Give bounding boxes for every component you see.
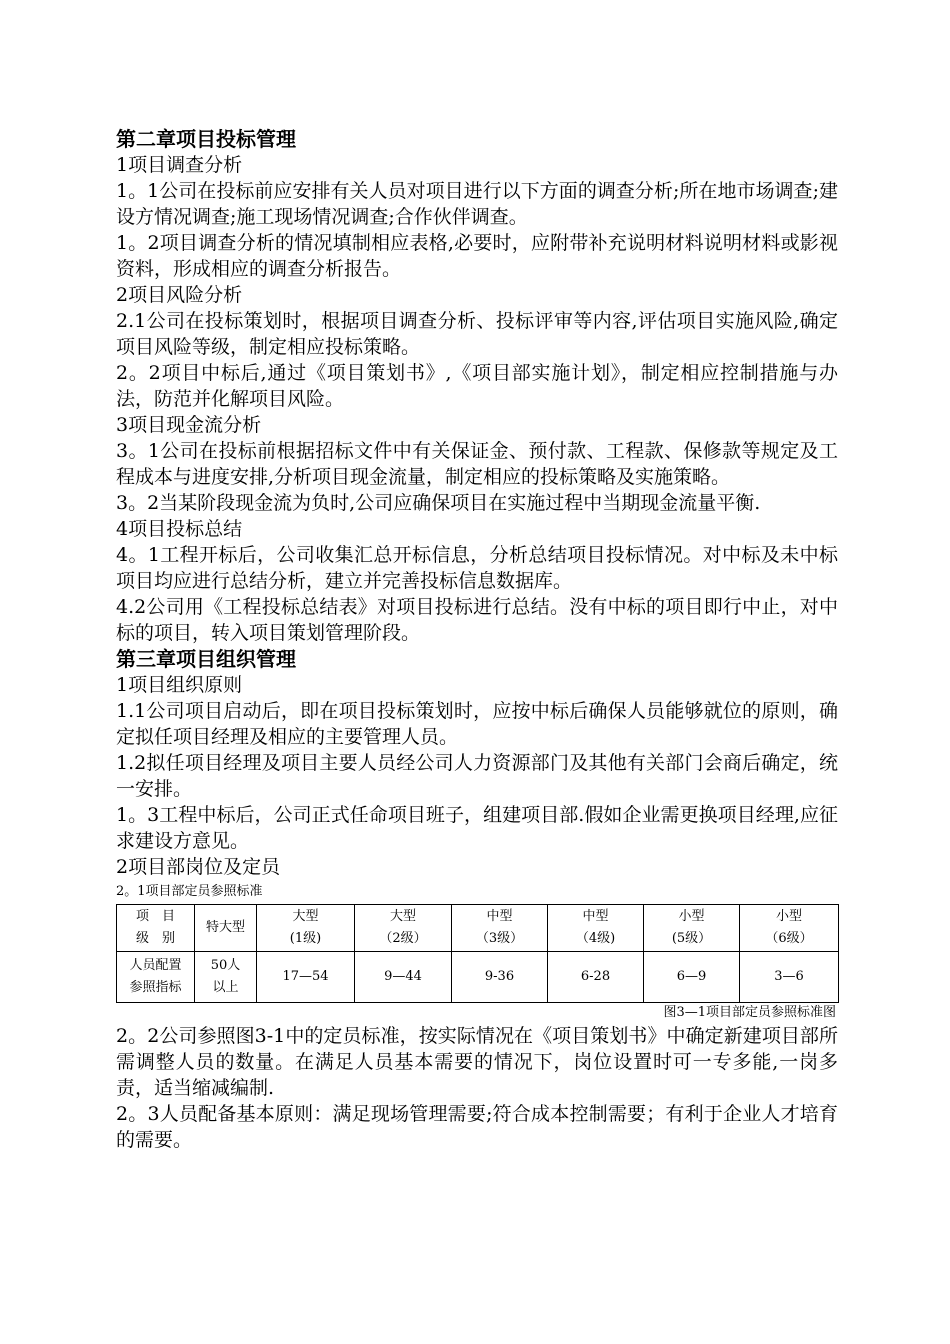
table-cell-staffing-value: 6—9 bbox=[644, 952, 740, 1003]
document-body bbox=[116, 126, 838, 1153]
section-3-2-title: 2项目部岗位及定员 bbox=[116, 856, 281, 878]
table-cell-level-name: 特大型 bbox=[195, 905, 257, 952]
table-row-staffing bbox=[117, 952, 839, 1003]
section-2-1-title: 1项目调查分析 bbox=[116, 154, 243, 176]
table-cell-staffing-value: 3—6 bbox=[740, 952, 839, 1003]
paragraph-2-1-1: 1。1公司在投标前应安排有关人员对项目进行以下方面的调查分析;所在地市场调查;建设方情况调查;施工现场情况调查;合作伙伴调查。 bbox=[116, 180, 838, 228]
paragraph-3-1-1: 1.1公司项目启动后，即在项目投标策划时，应按中标后确保人员能够就位的原则，确定拟任项目经理及相应的主要管理人员。 bbox=[116, 700, 838, 748]
paragraph-2-2-2: 2。2项目中标后,通过《项目策划书》,《项目部实施计划》，制定相应控制措施与办法，防范并化解项目风险。 bbox=[116, 362, 838, 410]
paragraph-3-1-2: 1.2拟任项目经理及项目主要人员经公司人力资源部门及其他有关部门会商后确定，统一安排。 bbox=[116, 752, 838, 800]
chapter-3-title: 第三章项目组织管理 bbox=[116, 647, 296, 671]
table-cell-staffing-value: 9-36 bbox=[452, 952, 548, 1003]
section-3-1-title: 1项目组织原则 bbox=[116, 674, 243, 696]
table-cell-staffing-value: 17—54 bbox=[257, 952, 355, 1003]
table-cell-level-name: 大型 （2级） bbox=[355, 905, 452, 952]
paragraph-2-4-1: 4。1工程开标后，公司收集汇总开标信息，分析总结项目投标情况。对中标及未中标项目均应进行总结分析，建立并完善投标信息数据库。 bbox=[116, 544, 838, 592]
paragraph-3-2-2: 2。2公司参照图3-1中的定员标准，按实际情况在《项目策划书》中确定新建项目部所需调整人员的数量。在满足人员基本需要的情况下，岗位设置时可一专多能,一岗多责，适当缩减编制. bbox=[116, 1025, 838, 1099]
staffing-standard-table bbox=[116, 904, 839, 1003]
table-cell-staffing-value: 50人 以上 bbox=[195, 952, 257, 1003]
section-2-2-title: 2项目风险分析 bbox=[116, 284, 243, 306]
paragraph-2-3-2: 3。2当某阶段现金流为负时,公司应确保项目在实施过程中当期现金流量平衡. bbox=[116, 492, 761, 514]
chapter-2-title: 第二章项目投标管理 bbox=[116, 127, 296, 151]
table-header-level: 项 目 级 别 bbox=[117, 905, 195, 952]
table-cell-level-name: 中型 （3级） bbox=[452, 905, 548, 952]
paragraph-3-2-3: 2。3人员配备基本原则：满足现场管理需要;符合成本控制需要；有利于企业人才培育的需要。 bbox=[116, 1103, 838, 1151]
section-2-3-title: 3项目现金流分析 bbox=[116, 414, 262, 436]
table-row-level bbox=[117, 905, 839, 952]
table-cell-level-name: 小型 （6级） bbox=[740, 905, 839, 952]
table-cell-staffing-value: 9—44 bbox=[355, 952, 452, 1003]
section-2-4-title: 4项目投标总结 bbox=[116, 518, 243, 540]
paragraph-2-2-1: 2.1公司在投标策划时，根据项目调查分析、投标评审等内容,评估项目实施风险,确定项目风险等级，制定相应投标策略。 bbox=[116, 310, 838, 358]
figure-caption: 图3—1项目部定员参照标准图 bbox=[663, 1005, 836, 1020]
table-cell-level-name: 小型 (5级） bbox=[644, 905, 740, 952]
table-caption: 2。1项目部定员参照标准 bbox=[116, 884, 263, 899]
table-cell-staffing-value: 6-28 bbox=[548, 952, 644, 1003]
table-cell-level-name: 大型 (1级) bbox=[257, 905, 355, 952]
paragraph-3-1-3: 1。3工程中标后，公司正式任命项目班子，组建项目部.假如企业需更换项目经理,应征求建设方意见。 bbox=[116, 804, 838, 852]
table-header-staffing: 人员配置 参照指标 bbox=[117, 952, 195, 1003]
paragraph-2-3-1: 3。1公司在投标前根据招标文件中有关保证金、预付款、工程款、保修款等规定及工程成本与进度安排,分析项目现金流量，制定相应的投标策略及实施策略。 bbox=[116, 440, 838, 488]
table-cell-level-name: 中型 （4级) bbox=[548, 905, 644, 952]
paragraph-2-4-2: 4.2公司用《工程投标总结表》对项目投标进行总结。没有中标的项目即行中止，对中标的项目，转入项目策划管理阶段。 bbox=[116, 596, 838, 644]
paragraph-2-1-2: 1。2项目调查分析的情况填制相应表格,必要时，应附带补充说明材料说明材料或影视资料，形成相应的调查分析报告。 bbox=[116, 232, 838, 280]
